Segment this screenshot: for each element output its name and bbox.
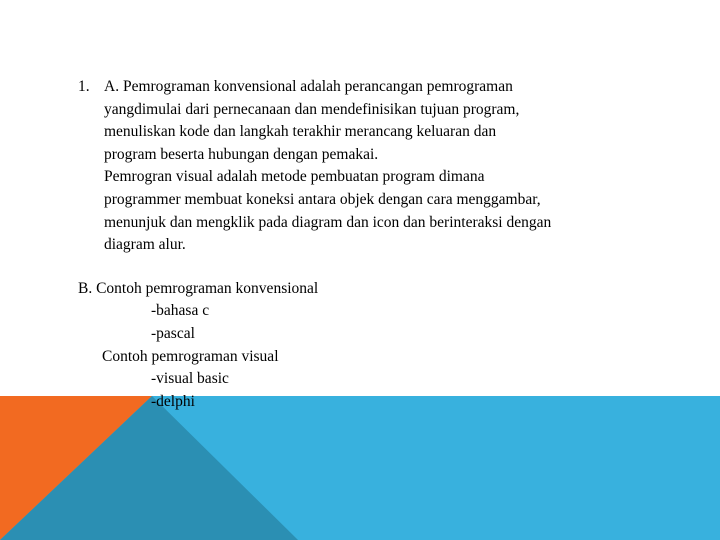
slide-body: [78, 76, 678, 413]
section-a-line: menuliskan kode dan langkah terakhir merancang keluaran dan: [104, 123, 497, 141]
section-a-line: program beserta hubungan dengan pemakai.: [104, 145, 379, 163]
paragraph-spacer: [78, 257, 678, 278]
list-item: -pascal: [151, 324, 195, 342]
list-item: -visual basic: [151, 370, 229, 388]
section-a-line: menunjuk dan mengklik pada diagram dan icon dan berinteraksi dengan: [104, 213, 552, 231]
section-a-line: programmer membuat koneksi antara objek dengan cara menggambar,: [104, 190, 541, 208]
list-item: -bahasa c: [151, 302, 210, 320]
section-b-heading-conventional: B. Contoh pemrograman konvensional: [78, 279, 319, 297]
section-a-line: A. Pemrograman konvensional adalah perancangan pemrograman: [104, 78, 513, 95]
list-number: 1.: [78, 78, 90, 95]
section-a-line: Pemrogran visual adalah metode pembuatan program dimana: [104, 168, 485, 186]
section-b-heading-visual: Contoh pemrograman visual: [102, 347, 279, 365]
section-a-line: diagram alur.: [104, 236, 186, 254]
section-a-first-line: [78, 76, 678, 99]
list-item: -delphi: [151, 392, 195, 410]
section-a-line: yangdimulai dari pernecanaan dan mendefinisikan tujuan program,: [104, 100, 520, 118]
